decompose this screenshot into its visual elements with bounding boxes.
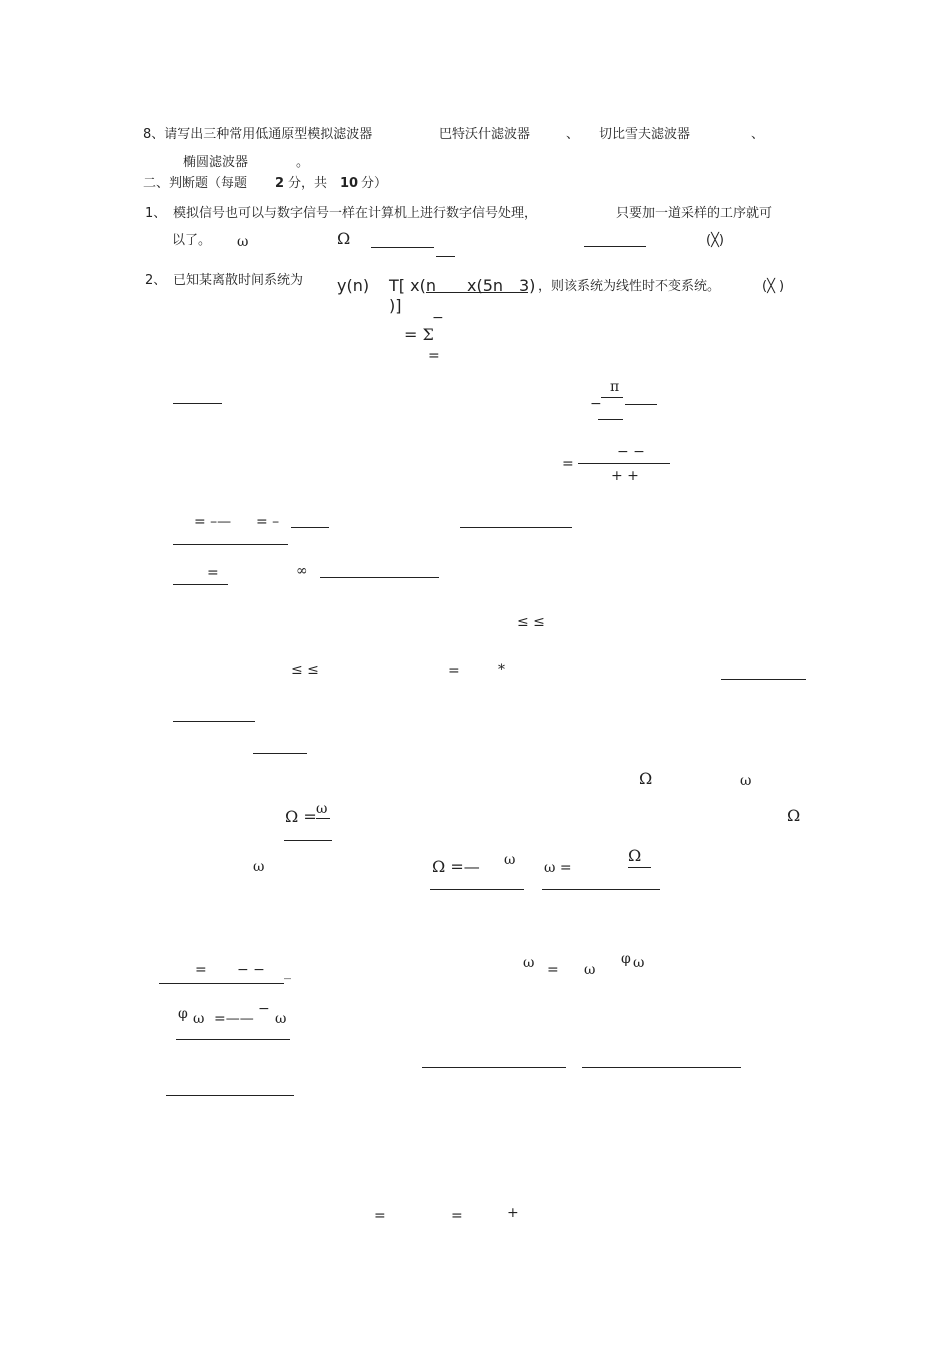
j1-text-a: 模拟信号也可以与数字信号一样在计算机上进行数字信号处理，	[173, 206, 538, 221]
blank-18	[159, 983, 284, 984]
j2-x5n: x(5n	[467, 276, 504, 295]
q8-prefix: 8、请写出三种常用低通原型模拟滤波器	[143, 127, 373, 142]
section2-score: 2	[275, 176, 285, 191]
omega-4: ω	[584, 962, 596, 978]
q8-sep-2: 、	[751, 127, 765, 142]
blank-13	[173, 721, 255, 722]
minus-1: −	[590, 396, 602, 412]
section2-title-b: 分，共	[288, 176, 328, 191]
j2-T: T[ x(n	[389, 276, 436, 295]
fraction-bar-pi	[601, 397, 623, 398]
j2-three: 3)	[519, 276, 536, 295]
equals-8: =	[451, 1208, 463, 1224]
q8-answer-1: 巴特沃什滤波器	[439, 127, 531, 142]
le-pair-1: ≤ ≤	[517, 614, 545, 630]
minus-pair: − −	[617, 444, 645, 460]
equals-3: =	[207, 565, 219, 581]
j1-text-b: 只要加一道采样的工序就可	[616, 206, 773, 221]
section2-total: 10	[340, 176, 359, 191]
q8-answer-3: 椭圆滤波器	[183, 155, 249, 170]
blank-19	[176, 1039, 290, 1040]
minus-pair-2: − −	[237, 962, 265, 978]
j1-blank-2	[436, 256, 455, 257]
blank-10	[173, 584, 228, 585]
phi-2: φ	[178, 1006, 188, 1022]
blank-17	[542, 889, 660, 890]
j2-answer: (╳ )	[762, 279, 785, 294]
j1-number: 1、	[145, 206, 167, 221]
blank-14	[253, 753, 307, 754]
Omega-eq-dash: Ω =—	[432, 857, 480, 876]
j1-blank-3	[584, 246, 646, 247]
j2-y: y(n)	[337, 276, 370, 295]
blank-21	[582, 1067, 741, 1068]
section2-title-a: 二、判断题（每题	[143, 176, 248, 191]
Omega-2: Ω	[787, 806, 801, 825]
j2-bracket: )]	[389, 296, 402, 315]
fraction-bar-4	[628, 867, 651, 868]
j1-blank-1	[371, 247, 434, 248]
fraction-bar-2	[578, 463, 670, 464]
omega-1: ω	[740, 773, 752, 789]
blank-16	[430, 889, 524, 890]
omega-6: ω	[193, 1011, 205, 1027]
overbar-minus: −	[432, 310, 444, 326]
j1-omega: ω	[237, 234, 249, 250]
j1-answer: (╳)	[706, 233, 724, 248]
plus-pair: + +	[611, 468, 639, 484]
equals-7: =	[374, 1208, 386, 1224]
Omega-1: Ω	[639, 769, 653, 788]
omega-numerator-2: ω	[504, 852, 516, 868]
blank-22	[166, 1095, 294, 1096]
Omega-numerator: Ω	[628, 846, 642, 865]
q8-sep-1: 、	[566, 127, 580, 142]
eq-dash: = –—	[194, 514, 232, 530]
infinity: ∞	[296, 563, 308, 579]
plus-1: +	[507, 1205, 519, 1221]
pi-symbol: π	[610, 379, 620, 395]
blank-20	[422, 1067, 566, 1068]
blank-8	[460, 527, 572, 528]
equals-1: =	[428, 348, 440, 364]
neg-bar: −	[258, 1001, 270, 1017]
phi-1: φ	[621, 951, 631, 967]
q8-end: 。	[296, 155, 310, 170]
blank-9	[173, 544, 288, 545]
eq-minus: = –	[256, 514, 280, 530]
omega-5: ω	[633, 955, 645, 971]
blank-5	[625, 404, 657, 405]
omega-7: ω	[275, 1011, 287, 1027]
omega-numerator-1: ω	[316, 801, 328, 817]
eq-dash-long: =——	[214, 1011, 254, 1027]
equals-6: =	[547, 962, 559, 978]
omega-eq: ω =	[544, 860, 572, 876]
le-pair-2: ≤ ≤	[291, 662, 319, 678]
blank-4	[173, 403, 222, 404]
convolution-star: *	[498, 662, 505, 678]
blank-12	[721, 679, 806, 680]
dash-under: _	[284, 964, 291, 980]
sum-sigma: = Σ	[404, 325, 434, 344]
Omega-eq-1: Ω =	[285, 807, 317, 826]
blank-11	[320, 577, 439, 578]
fraction-bar-3	[316, 818, 330, 819]
j2-underline	[426, 292, 528, 293]
section2-title-c: 分）	[361, 176, 388, 191]
j2-text-b: ，则该系统为线性时不变系统。	[538, 279, 721, 294]
j1-text-c: 以了。	[172, 233, 212, 248]
omega-2: ω	[253, 859, 265, 875]
omega-3: ω	[523, 955, 535, 971]
equals-4: =	[448, 663, 460, 679]
j2-text: 已知某离散时间系统为	[173, 273, 304, 288]
equals-5: =	[195, 962, 207, 978]
q8-answer-2: 切比雪夫滤波器	[599, 127, 691, 142]
j2-number: 2、	[145, 273, 167, 288]
blank-6	[598, 419, 623, 420]
j1-Omega: Ω	[337, 229, 351, 248]
blank-15	[284, 840, 332, 841]
equals-2: =	[562, 456, 574, 472]
blank-7	[291, 527, 329, 528]
